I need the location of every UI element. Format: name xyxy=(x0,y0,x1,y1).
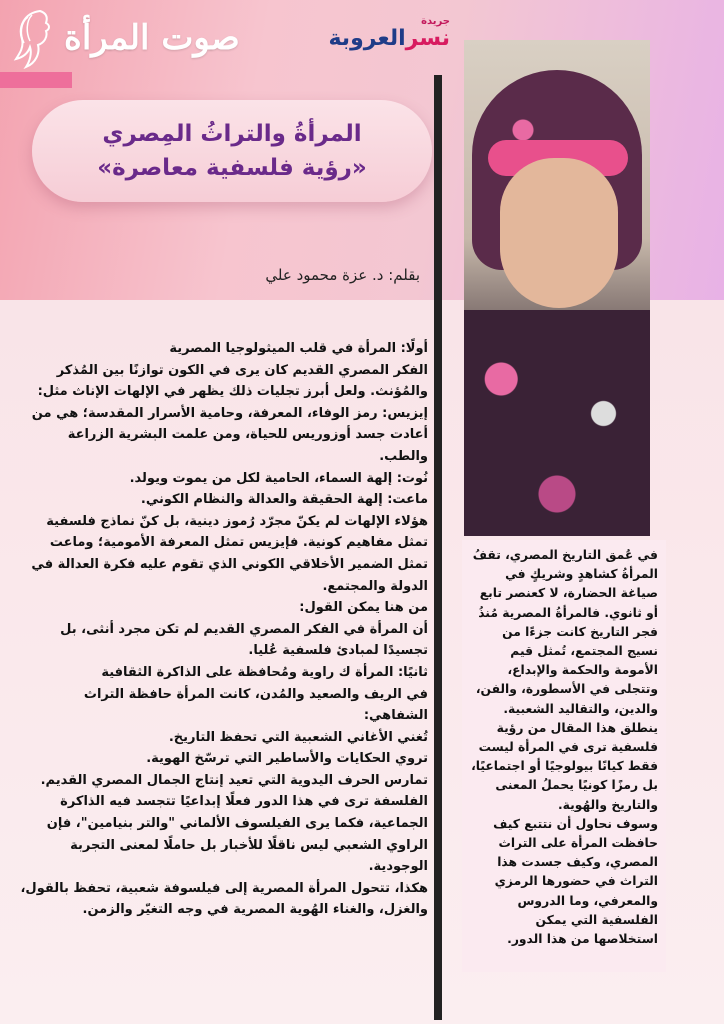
body-paragraph: في الريف والصعيد والمُدن، كانت المرأة حافظة التراث الشفاهي: xyxy=(83,686,428,724)
intro-paragraph: في عُمق التاريخ المصري، تقفُ المرأةُ كشاهدٍ وشريكٍ في صياغة الحضارة، لا كعنصر تابع أو ثانوي. فالمرأةُ المصرية مُنذُ فجر التاريخ كانت جزءًا من نسيج المجتمع، تُمثل قيم الأمومة والحكمة والإبداع، وتتجلى في الأسطورة، والفن، والدين، والتقاليد الشعبية. xyxy=(472,548,658,716)
magazine-title: صوت المرأة xyxy=(64,18,240,58)
intro-paragraph: وسوف نحاول أن نتتبع كيف حافظت المرأة على التراث المصري، وكيف جسدت هذا التراث في حضورها الرمزي والمعرفي، وما الدروس الفلسفية التي يمكن استخلاصها من هذا الدور. xyxy=(493,816,658,947)
woman-profile-icon xyxy=(10,7,54,69)
magazine-brand xyxy=(10,6,290,70)
article-subtitle: «رؤية فلسفية معاصرة» xyxy=(97,155,367,181)
body-paragraph: من هنا يمكن القول: xyxy=(299,600,428,616)
newspaper-name-part2: العروبة xyxy=(328,26,406,51)
body-paragraph: تمارس الحرف اليدوية التي تعيد إنتاج الجمال المصري القديم. xyxy=(40,772,428,788)
article-body xyxy=(20,338,428,1008)
photo-clothing xyxy=(464,310,650,536)
intro-paragraph: ينطلق هذا المقال من رؤية فلسفية ترى في المرأة ليست فقط كيانًا بيولوجيًا أو اجتماعيًا، بل رمزًا كونيًا يحملُ المعنى والتاريخ والهُوية. xyxy=(471,720,658,812)
body-paragraph: ماعت: إلهة الحقيقة والعدالة والنظام الكوني. xyxy=(140,492,428,508)
body-paragraph: هؤلاء الإلهات لم يكنّ مجرّد رُموز دينية، بل كنّ نماذج فلسفية تمثل مفاهيم كونية. فإيزيس تمثل المعرفة الأمومية؛ وماعت تمثل الضمير الأخلاقي الكوني الذي تقوم عليه فكرة العدالة في الدولة والمجتمع. xyxy=(31,513,428,594)
body-paragraph: إيزيس: رمز الوفاء، المعرفة، وحامية الأسرار المقدسة؛ هي من أعادت جسد أوزوريس للحياة، ومن علمت البشرية الزراعة والطب. xyxy=(31,405,428,464)
body-paragraph: تروي الحكايات والأساطير التي ترسّخ الهوية. xyxy=(146,751,428,767)
article-title-box xyxy=(32,100,432,202)
article-title: المرأةُ والتراثُ المِصري xyxy=(102,121,362,147)
section-heading: ثانيًا: المرأة ك راوية ومُحافظة على الذاكرة الثقافية xyxy=(101,664,428,680)
newspaper-logo xyxy=(320,16,450,60)
body-paragraph: هكذا، تتحول المرأة المصرية إلى فيلسوفة شعبية، تحفظ بالقول، والغزل، والغناء الهُوية المصرية في وجه التغيّر والزمن. xyxy=(20,880,428,918)
newspaper-name-part1: نسر xyxy=(405,26,450,51)
body-paragraph: تُغني الأغاني الشعبية التي تحفظ التاريخ. xyxy=(168,729,428,745)
author-byline: بقلم: د. عزة محمود علي xyxy=(265,266,420,284)
body-paragraph: الفلسفة ترى في هذا الدور فعلًا إبداعيًا تتجسد فيه الذاكرة الجماعية، فكما يرى الفيلسوف الألماني "والتر بنيامين"، فإن الراوي الشعبي ليس ناقلًا للأخبار بل حاملًا لمعنى التجربة الوجودية. xyxy=(46,794,428,875)
section-heading: أولًا: المرأة في قلب الميثولوجيا المصرية xyxy=(169,341,428,356)
photo-face xyxy=(500,158,618,308)
body-paragraph: نُوت: إلهة السماء، الحامية لكل من يموت ويولد. xyxy=(129,470,428,486)
newspaper-label: جريدة xyxy=(421,16,450,27)
intro-column xyxy=(462,540,666,972)
accent-bar xyxy=(0,72,72,88)
author-photo xyxy=(464,40,650,536)
body-paragraph: أن المرأة في الفكر المصري القديم لم تكن مجرد أنثى، بل تجسيدًا لمبادئ فلسفية عُليا. xyxy=(60,621,428,659)
newspaper-name xyxy=(328,26,450,51)
body-paragraph: الفكر المصري القديم كان يرى في الكون توازنًا بين المُذكر والمُؤنث. ولعل أبرز تجليات ذلك يظهر في الإلهات الإناث مثل: xyxy=(37,362,428,400)
column-divider xyxy=(434,75,442,1020)
